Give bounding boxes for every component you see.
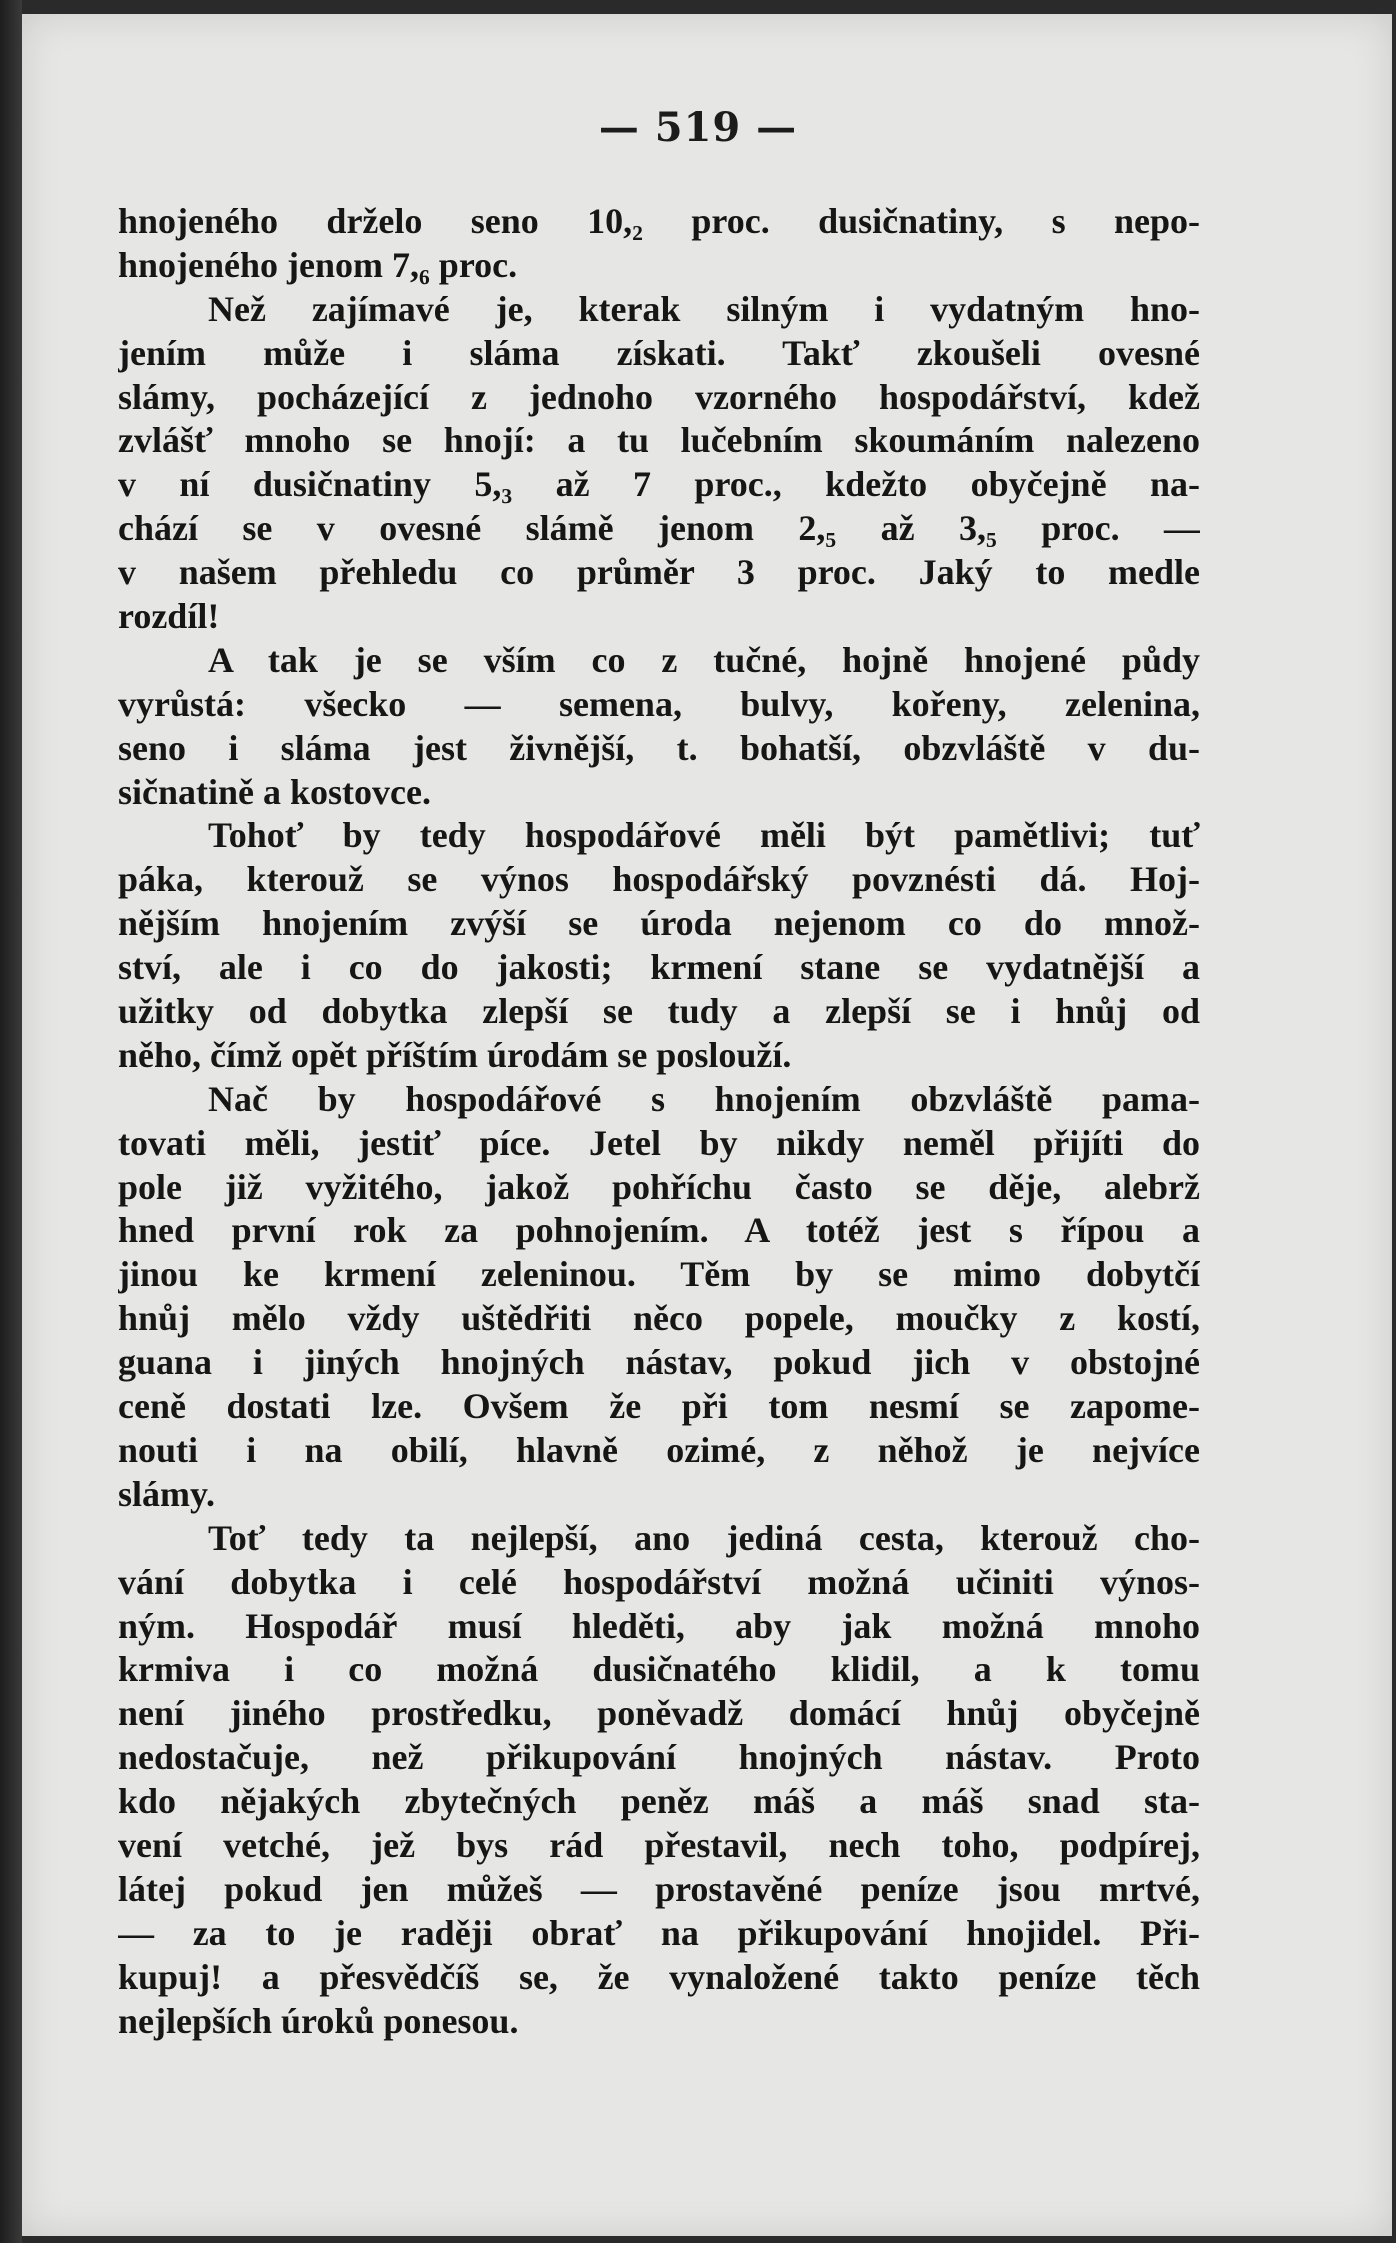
text-line: A tak je se vším co z tučné, hojně hnojené půdy	[208, 639, 1200, 680]
text-line: kdo nějakých zbytečných peněz máš a máš snad sta-	[118, 1781, 1200, 1822]
scan-edge	[0, 0, 22, 2243]
text-line: sičnatině a kostovce.	[118, 771, 431, 812]
text-line: Než zajímavé je, kterak silným i vydatným hno-	[208, 288, 1200, 329]
text-line: tovati měli, jestiť píce. Jetel by nikdy neměl přijíti do	[118, 1122, 1200, 1163]
text-line: hnojeného jenom 7,₆ proc.	[118, 244, 518, 285]
text-line: nedostačuje, než přikupování hnojných nástav. Proto	[118, 1737, 1200, 1778]
text-line: slámy.	[118, 1473, 216, 1514]
text-line: hnůj mělo vždy uštědřiti něco popele, moučky z kostí,	[118, 1298, 1200, 1339]
text-line: guana i jiných hnojných nástav, pokud jich v obstojné	[118, 1342, 1200, 1383]
text-line: zvlášť mnoho se hnojí: a tu lučebním skoumáním nalezeno	[118, 420, 1200, 461]
text-line: kupuj! a přesvědčíš se, že vynaložené takto peníze těch	[118, 1956, 1200, 1997]
text-line: vání dobytka i celé hospodářství možná učiniti výnos-	[118, 1561, 1200, 1602]
text-line: v našem přehledu co průměr 3 proc. Jaký to medle	[118, 552, 1200, 593]
text-line: Tohoť by tedy hospodářové měli být pamětlivi; tuť	[208, 815, 1200, 856]
text-line: vení vetché, jež bys rád přestavil, nech toho, podpírej,	[118, 1824, 1200, 1865]
text-line: jením může i sláma získati. Takť zkoušeli ovesné	[118, 332, 1200, 373]
text-line: nouti i na obilí, hlavně ozimé, z něhož je nejvíce	[118, 1429, 1200, 1470]
text-line: látej pokud jen můžeš — prostavěné peníze jsou mrtvé,	[118, 1868, 1200, 1909]
text-line: hnojeného drželo seno 10,₂ proc. dusičnatiny, s nepo-	[118, 201, 1200, 241]
text-line: něho, čímž opět příštím úrodám se poslouží.	[118, 1034, 792, 1075]
text-line: páka, kterouž se výnos hospodářský povznésti dá. Hoj-	[118, 859, 1200, 900]
text-line: hned první rok za pohnojením. A totéž jest s řípou a	[118, 1210, 1200, 1251]
text-line: není jiného prostředku, poněvadž domácí hnůj obyčejně	[118, 1693, 1200, 1734]
text-line: ství, ale i co do jakosti; krmení stane se vydatnější a	[118, 947, 1200, 988]
text-line: seno i sláma jest živnější, t. bohatší, obzvláště v du-	[118, 727, 1200, 768]
text-line: pole již vyžitého, jakož pohříchu často se děje, alebrž	[118, 1166, 1200, 1207]
text-line: jinou ke krmení zeleninou. Těm by se mimo dobytčí	[118, 1254, 1200, 1295]
text-line: — za to je raději obrať na přikupování hnojidel. Při-	[118, 1912, 1200, 1953]
text-line: nejlepších úroků ponesou.	[118, 2000, 519, 2041]
text-line: nějším hnojením zvýší se úroda nejenom co do množ-	[118, 903, 1200, 944]
text-line: ceně dostati lze. Ovšem že při tom nesmí se zapome-	[118, 1386, 1200, 1427]
text-line: Nač by hospodářové s hnojením obzvláště pama-	[208, 1078, 1200, 1119]
text-line: slámy, pocházející z jednoho vzorného hospodářství, kdež	[118, 376, 1200, 417]
text-line: chází se v ovesné slámě jenom 2,₅ až 3,₅ proc. —	[118, 508, 1200, 549]
text-line: vyrůstá: všecko — semena, bulvy, kořeny, zelenina,	[118, 683, 1200, 724]
body-text	[118, 200, 1200, 2043]
text-line: krmiva i co možná dusičnatého klidil, a k tomu	[118, 1649, 1200, 1690]
text-line: užitky od dobytka zlepší se tudy a zlepší se i hnůj od	[118, 991, 1200, 1032]
text-line: v ní dusičnatiny 5,₃ až 7 proc., kdežto obyčejně na-	[118, 464, 1200, 505]
text-line: rozdíl!	[118, 596, 220, 637]
text-line: Toť tedy ta nejlepší, ano jediná cesta, kterouž cho-	[208, 1517, 1200, 1558]
page-number: — 519 —	[598, 104, 798, 151]
text-line: ným. Hospodář musí hleděti, aby jak možná mnoho	[118, 1605, 1200, 1646]
